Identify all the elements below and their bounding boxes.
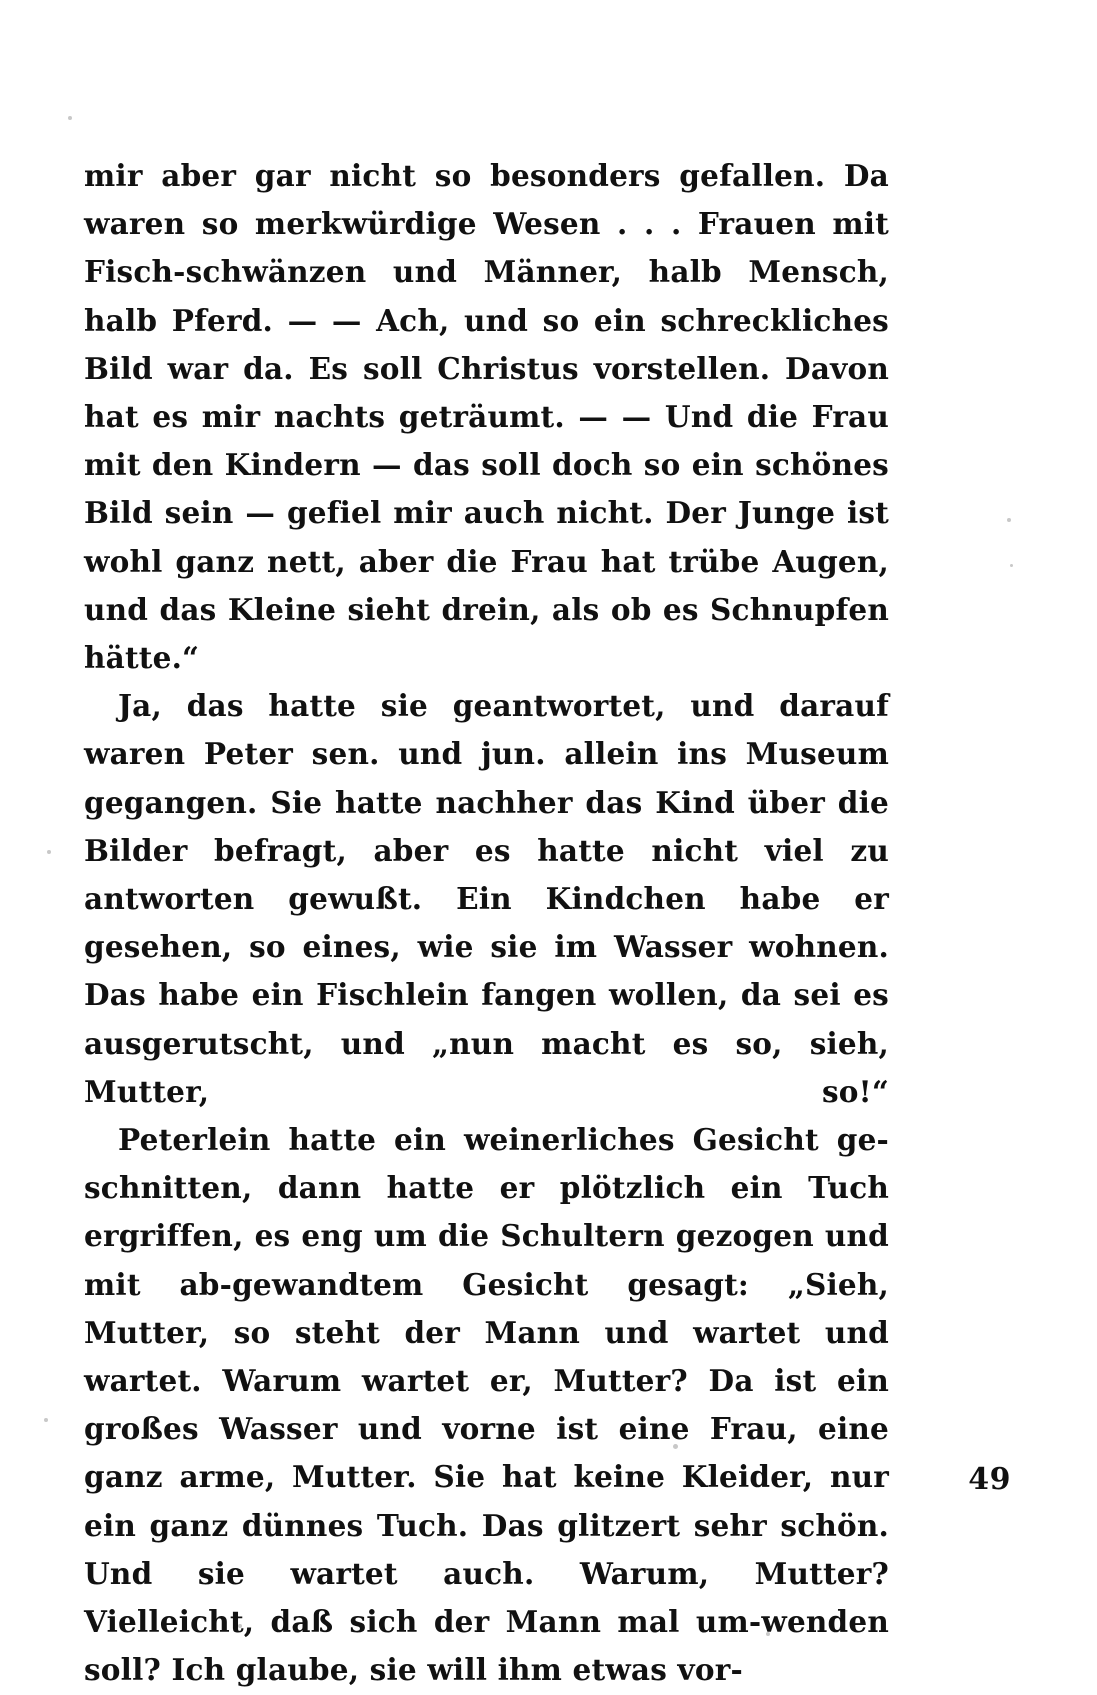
scan-speckle [68, 116, 72, 120]
scan-speckle [44, 1418, 48, 1422]
paragraph: Ja, das hatte sie geantwortet, und darauf waren Peter sen. und jun. allein ins Museum gegangen. Sie hatte nachher das Kind über die Bilder befragt, aber es hatte nicht viel zu antworten gewußt. Ein Kindchen habe er gesehen, so eines, wie sie im Wasser wohnen. Das habe ein Fischlein fangen wollen, da sei es ausgerutscht, und „nun macht es so, sieh, Mutter, so!“ [84, 688, 889, 1109]
scan-speckle [1007, 518, 1011, 522]
scan-speckle [47, 850, 51, 854]
paragraph: Peterlein hatte ein weinerliches Gesicht ge-schnitten, dann hatte er plötzlich ein Tuch ergriffen, es eng um die Schultern gezogen und mit ab-gewandtem Gesicht gesagt: „Sieh, Mutter, so steht der Mann und wartet und wartet. Warum wartet er, Mutter? Da ist ein großes Wasser und vorne ist eine Frau, eine ganz arme, Mutter. Sie hat keine Kleider, nur ein ganz dünnes Tuch. Das glitzert sehr schön. Und sie wartet auch. Warum, Mutter? Vielleicht, daß sich der Mann mal um-wenden soll? Ich glaube, sie will ihm etwas vor- [84, 1122, 889, 1688]
page-number: 49 [968, 1462, 1011, 1497]
paragraph: mir aber gar nicht so besonders gefallen. Da waren so merkwürdige Wesen . . . Frauen mit Fisch-schwänzen und Männer, halb Mensch, halb Pferd. — — Ach, und so ein schreckliches Bild war da. Es soll Christus vorstellen. Davon hat es mir nachts geträumt. — — Und die Frau mit den Kindern — das soll doch so ein schönes Bild sein — gefiel mir auch nicht. Der Junge ist wohl ganz nett, aber die Frau hat trübe Augen, und das Kleine sieht drein, als ob es Schnupfen hätte.“ [84, 158, 889, 676]
page-body-text [84, 152, 889, 1695]
scan-speckle [1010, 564, 1013, 567]
